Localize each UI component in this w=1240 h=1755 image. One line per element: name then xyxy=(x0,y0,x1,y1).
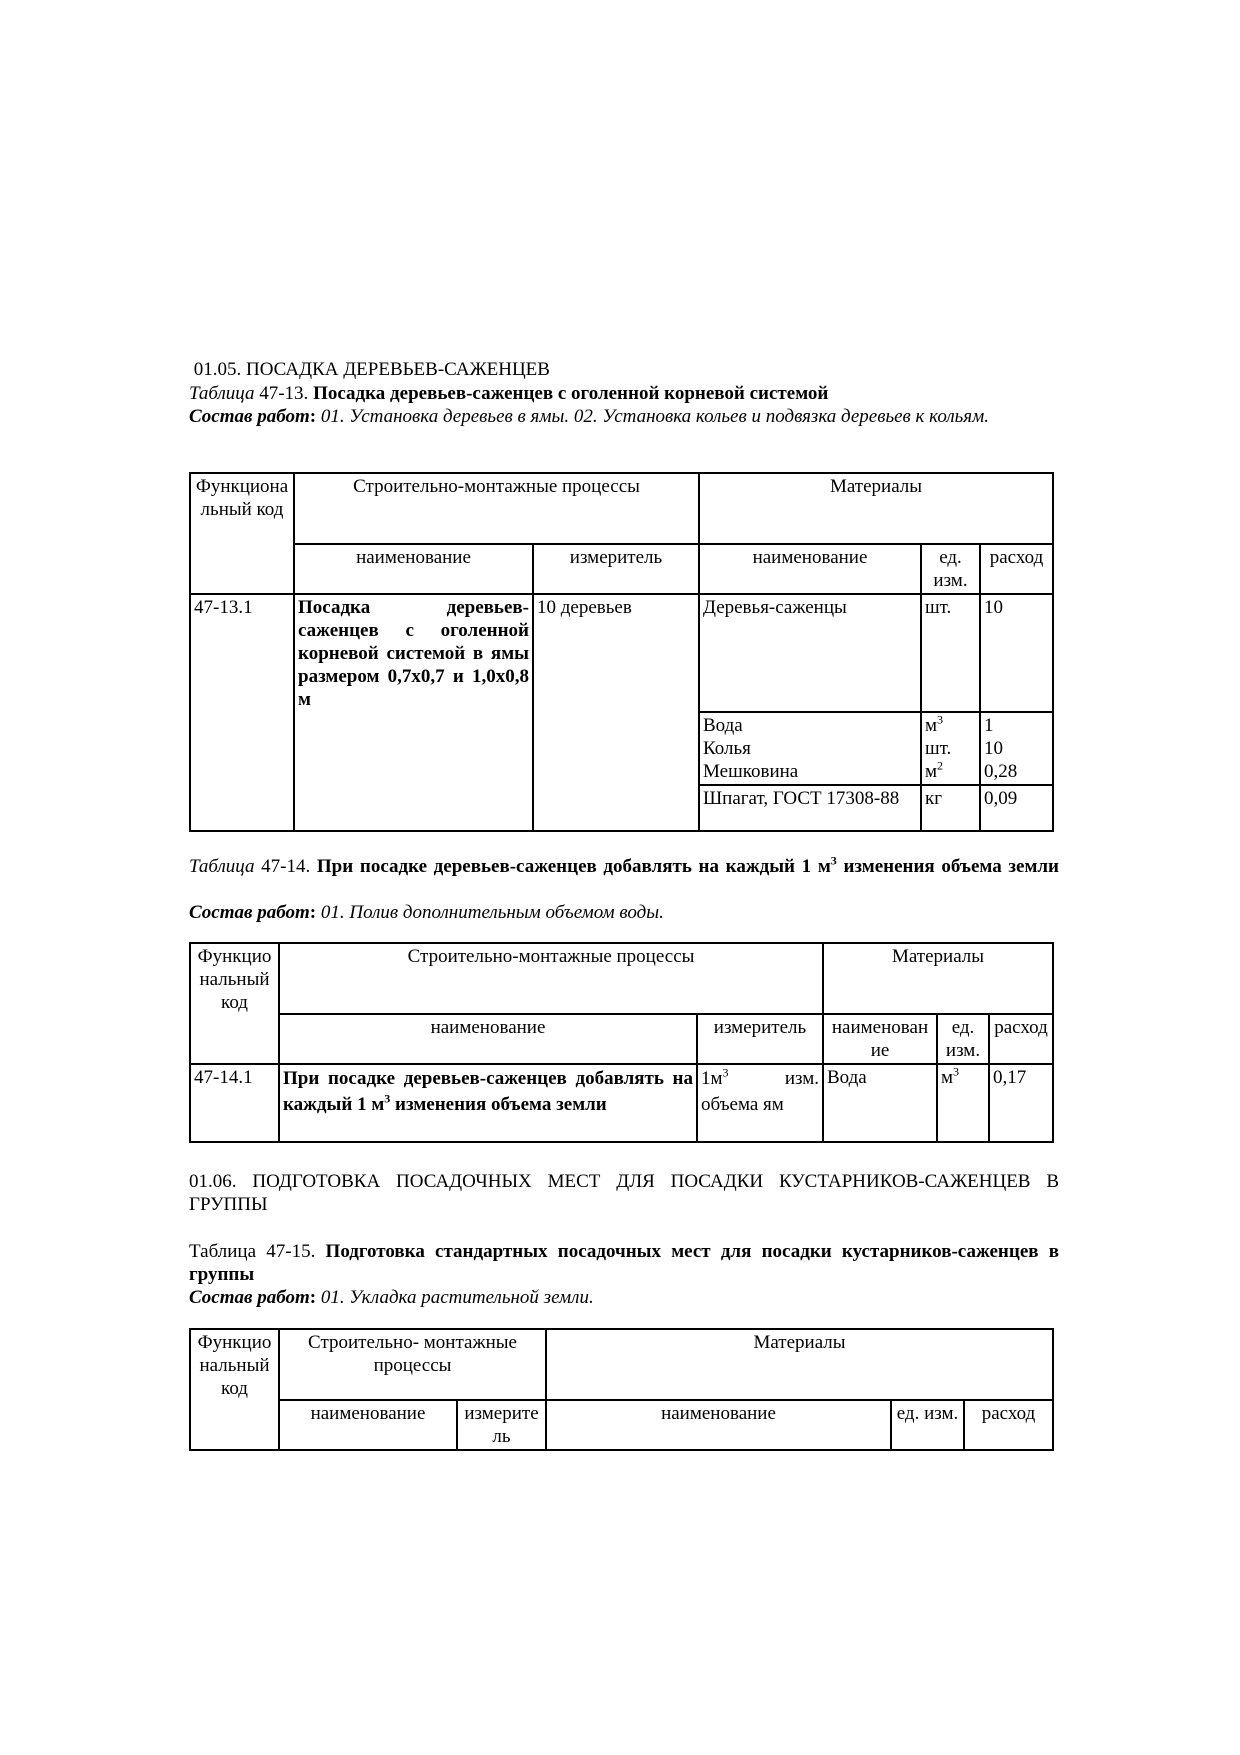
header-material-name: наименование xyxy=(823,1014,937,1064)
header-material-name: наименование xyxy=(699,544,921,594)
work-text: 01. Установка деревьев в ямы. 02. Установка кольев и подвязка деревьев к кольям. xyxy=(316,406,990,427)
header-functional-code: Функциональный код xyxy=(190,1329,279,1450)
row-measure: $1м^3$ изм. объема ям xyxy=(697,1064,823,1142)
header-process-name: наименование xyxy=(279,1400,457,1450)
row-process-end xyxy=(294,785,533,831)
row-measure-cont xyxy=(533,712,699,785)
work-colon: : xyxy=(309,1287,317,1308)
header-process-name: наименование xyxy=(294,544,533,594)
caption-prefix: Таблица 47-15. xyxy=(189,1241,326,1262)
row-process-cont xyxy=(294,712,533,785)
work-colon: : xyxy=(309,406,317,427)
table-caption-47-14 xyxy=(189,855,1059,878)
work-text: 01. Укладка растительной земли. xyxy=(316,1287,594,1308)
material-name: Шпагат, ГОСТ 17308-88 xyxy=(699,785,921,831)
material-name: Колья xyxy=(703,738,751,759)
table-47-13 xyxy=(189,472,1054,832)
work-colon: : xyxy=(309,902,317,923)
row-code: 47-14.1 xyxy=(190,1064,279,1142)
material-name: Вода xyxy=(823,1064,937,1142)
material-qty-group xyxy=(980,712,1053,785)
caption-title-end: изменения объема земли xyxy=(836,856,1060,877)
caption-title: При посадке деревьев-саженцев добавлять на каждый 1 м xyxy=(316,856,831,877)
work-label: Состав работ xyxy=(189,406,310,427)
table-47-14 xyxy=(189,942,1054,1143)
material-units-group xyxy=(921,712,980,785)
header-functional-code: Функциональный код xyxy=(190,943,279,1064)
header-unit: ед. изм. xyxy=(891,1400,964,1450)
section-title-text: 01.06. ПОДГОТОВКА ПОСАДОЧНЫХ МЕСТ ДЛЯ ПОСАДКИ КУСТАРНИКОВ-САЖЕНЦЕВ В ГРУППЫ xyxy=(189,1171,1059,1215)
material-names-group xyxy=(699,712,921,785)
section-title-0106 xyxy=(189,1170,1059,1216)
material-unit: $м^3$ xyxy=(937,1064,989,1142)
material-name: Деревья-саженцы xyxy=(699,594,921,712)
material-unit: кг xyxy=(921,785,980,831)
header-material-name: наименование xyxy=(546,1400,891,1450)
caption-prefix: Таблица xyxy=(189,383,255,404)
header-process-name: наименование xyxy=(279,1014,697,1064)
header-unit: ед. изм. xyxy=(921,544,980,594)
row-measure-end xyxy=(533,785,699,831)
material-qty: 10 xyxy=(984,738,1003,759)
row-measure: 10 деревьев xyxy=(533,594,699,712)
material-qty: 0,28 xyxy=(984,761,1018,782)
material-name: Мешковина xyxy=(703,761,799,782)
caption-title: Посадка деревьев-саженцев с оголенной корневой системой xyxy=(313,383,829,404)
work-composition-47-13 xyxy=(189,405,1059,428)
section-title-text: 01.05. ПОСАДКА ДЕРЕВЬЕВ-САЖЕНЦЕВ xyxy=(193,359,550,380)
header-measure: измеритель xyxy=(533,544,699,594)
header-measure: измеритель xyxy=(457,1400,546,1450)
header-processes: Строительно-монтажные процессы xyxy=(294,473,699,544)
work-label: Состав работ xyxy=(189,1287,310,1308)
material-qty: 10 xyxy=(980,594,1053,712)
caption-number: 47-14. xyxy=(254,856,317,877)
table-caption-47-13 xyxy=(189,382,1059,405)
work-text: 01. Полив дополнительным объемом воды. xyxy=(316,902,664,923)
material-qty: 0,17 xyxy=(989,1064,1053,1142)
material-unit: $м^2$ xyxy=(925,758,944,782)
row-code-end xyxy=(190,785,294,831)
table-47-15 xyxy=(189,1328,1054,1451)
header-measure: измеритель xyxy=(697,1014,823,1064)
material-unit: шт. xyxy=(921,594,980,712)
header-consumption: расход xyxy=(964,1400,1053,1450)
table-caption-47-15 xyxy=(189,1240,1059,1286)
material-unit: шт. xyxy=(925,738,952,759)
material-name: Вода xyxy=(703,715,743,736)
work-label: Состав работ xyxy=(189,902,310,923)
material-qty: 0,09 xyxy=(980,785,1053,831)
header-unit: ед. изм. xyxy=(937,1014,989,1064)
caption-title: Подготовка стандартных посадочных мест для посадки кустарников-саженцев в группы xyxy=(189,1241,1060,1285)
row-process-name: Посадка деревьев-саженцев с оголенной корневой системой в ямы размером 0,7х0,7 и 1,0х0,8 м xyxy=(294,594,533,712)
header-consumption: расход xyxy=(980,544,1053,594)
section-title-0105 xyxy=(189,358,1059,381)
header-processes: Строительно- монтажные процессы xyxy=(279,1329,546,1400)
row-code-cont xyxy=(190,712,294,785)
header-consumption: расход xyxy=(989,1014,1053,1064)
material-unit: $м^3$ xyxy=(925,712,944,736)
header-materials: Материалы xyxy=(823,943,1053,1014)
caption-prefix: Таблица xyxy=(189,856,255,877)
header-materials: Материалы xyxy=(546,1329,1053,1400)
header-functional-code: Функциональный код xyxy=(190,473,294,594)
work-composition-47-15 xyxy=(189,1286,1059,1309)
caption-superscript: 3 xyxy=(830,853,837,868)
row-code: 47-13.1 xyxy=(190,594,294,712)
material-qty: 1 xyxy=(984,715,994,736)
row-process-name: При посадке деревьев-саженцев добавлять на каждый 1 $м^3$ изменения объема земли xyxy=(279,1064,697,1142)
header-processes: Строительно-монтажные процессы xyxy=(279,943,823,1014)
caption-number: 47-13. xyxy=(254,383,314,404)
work-composition-47-14 xyxy=(189,901,1059,924)
header-materials: Материалы xyxy=(699,473,1053,544)
